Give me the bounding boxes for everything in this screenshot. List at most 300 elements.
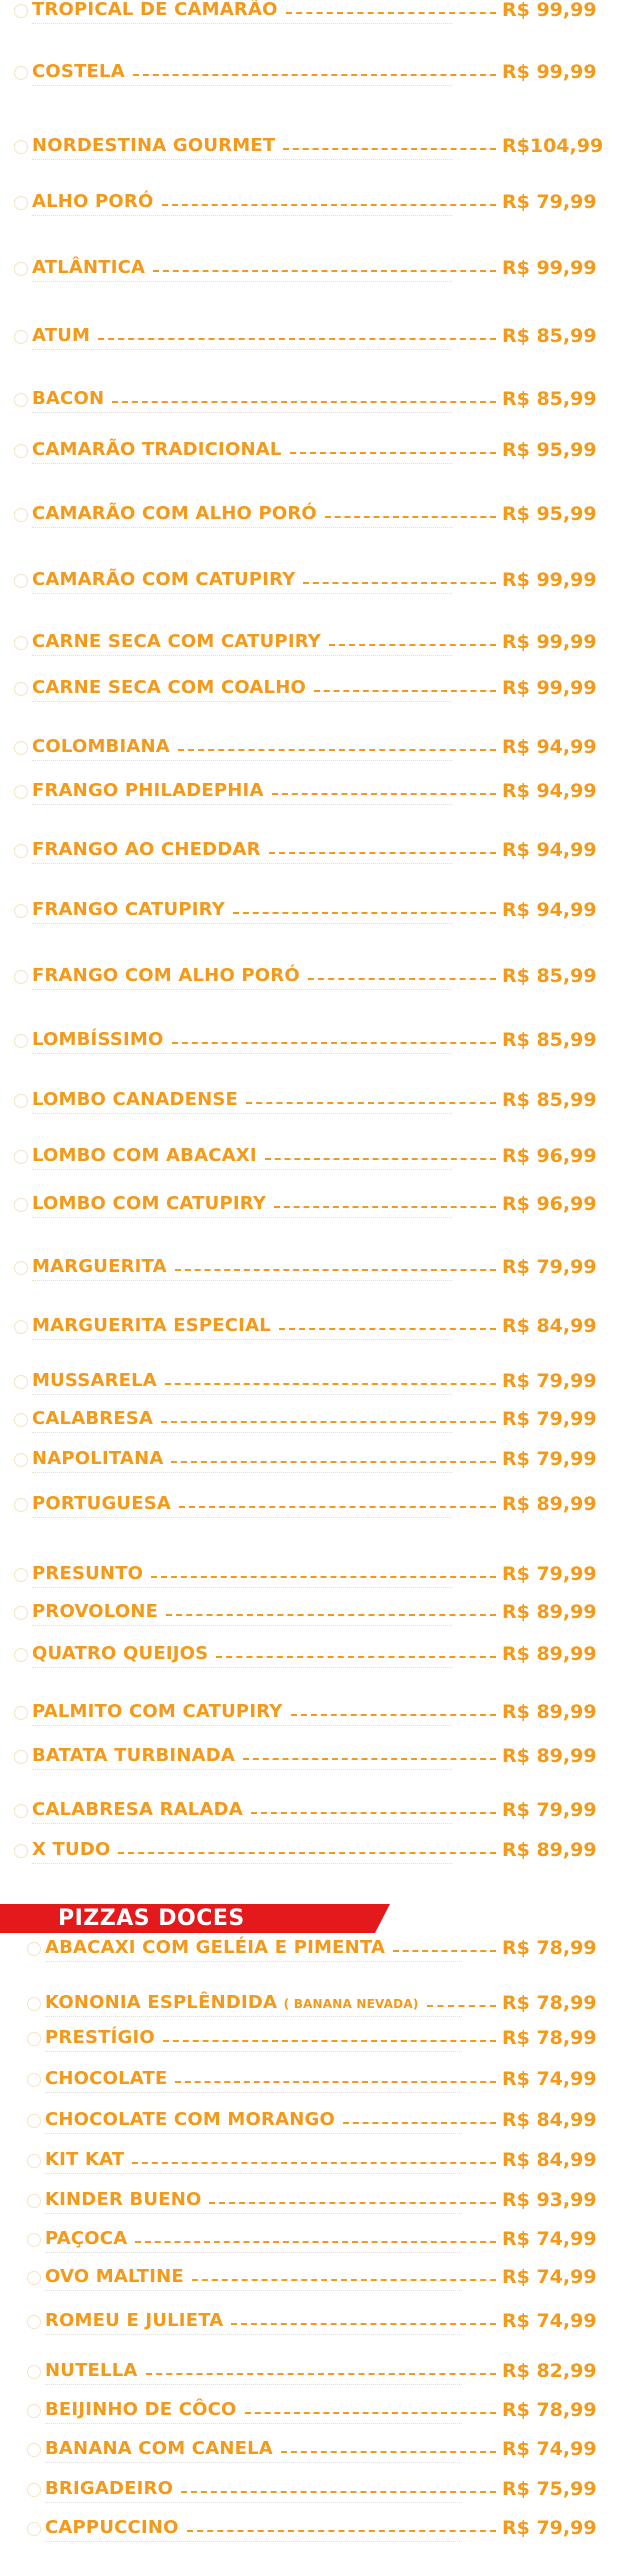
item-name: [32, 781, 264, 801]
description-line: [32, 1725, 452, 1729]
item-price: R$ 93,99: [502, 2189, 597, 2211]
description-line: [32, 804, 452, 808]
item-price: R$ 85,99: [502, 388, 597, 410]
item-name-text: BANANA COM CANELA: [45, 2438, 273, 2459]
item-name: [32, 1602, 158, 1622]
item-price: R$ 89,99: [502, 1701, 597, 1723]
leader-dashes: [162, 204, 497, 206]
item-bullet-icon: [27, 2483, 41, 2497]
menu-item: [32, 1257, 617, 1281]
description-line: [32, 1053, 452, 1057]
item-name-text: PRESUNTO: [32, 1563, 144, 1584]
item-name: [32, 1409, 153, 1429]
section-title: PIZZAS DOCES: [58, 1906, 245, 1931]
item-name: [32, 1840, 110, 1860]
menu-item: [32, 1194, 617, 1218]
description-line: [32, 159, 452, 163]
item-price: R$ 84,99: [502, 2149, 597, 2171]
item-bullet-icon: [14, 1568, 28, 1582]
description-line: [32, 1863, 452, 1867]
item-price: R$ 99,99: [502, 569, 597, 591]
item-bullet-icon: [14, 262, 28, 276]
item-name-text: ROMEU E JULIETA: [45, 2310, 224, 2331]
item-price: R$ 78,99: [502, 1937, 597, 1959]
description-line: [32, 463, 452, 467]
leader-dashes: [243, 1758, 496, 1760]
item-price: R$ 85,99: [502, 325, 597, 347]
description-line: [45, 2173, 462, 2177]
item-name: [32, 966, 300, 986]
menu-item: [32, 0, 617, 24]
item-name: [32, 900, 225, 920]
item-name-text: OVO MALTINE: [45, 2266, 184, 2287]
menu-item: [32, 781, 617, 805]
item-name: [45, 2400, 237, 2420]
item-name: [32, 389, 104, 409]
item-name: [32, 1800, 243, 1820]
leader-dashes: [161, 1421, 496, 1423]
item-price: R$ 94,99: [502, 839, 597, 861]
leader-dashes: [393, 1950, 496, 1952]
item-price: R$ 74,99: [502, 2068, 597, 2090]
item-name-text: FRANGO PHILADEPHIA: [32, 780, 264, 801]
sweet-pizzas-banner: [0, 1904, 390, 1933]
item-bullet-icon: [27, 2114, 41, 2128]
description-line: [45, 2541, 462, 2545]
item-name: [45, 2361, 138, 2381]
description-line: [32, 1625, 452, 1629]
item-name: [45, 2069, 167, 2089]
item-name: [45, 2150, 124, 2170]
menu-item: [45, 2400, 617, 2424]
leader-dashes: [231, 2323, 496, 2325]
description-line: [32, 593, 452, 597]
item-name-text: CARNE SECA COM COALHO: [32, 677, 306, 698]
item-bullet-icon: [27, 2365, 41, 2379]
item-price: R$ 99,99: [502, 677, 597, 699]
item-name: [32, 1146, 257, 1166]
item-price: R$ 89,99: [502, 1601, 597, 1623]
leader-dashes: [283, 148, 496, 150]
menu-item: [32, 1800, 617, 1824]
item-bullet-icon: [14, 508, 28, 522]
leader-dashes: [181, 2491, 496, 2493]
item-bullet-icon: [14, 1844, 28, 1858]
item-name: [32, 1371, 157, 1391]
item-name: [45, 1993, 419, 2014]
item-bullet-icon: [14, 844, 28, 858]
item-name-text: BRIGADEIRO: [45, 2478, 174, 2499]
description-line: [32, 1113, 452, 1117]
item-name-text: KONONIA ESPLÊNDIDA: [45, 1992, 278, 2013]
item-bullet-icon: [27, 2154, 41, 2168]
leader-dashes: [163, 2040, 496, 2042]
item-price: R$ 99,99: [502, 257, 597, 279]
item-bullet-icon: [14, 330, 28, 344]
item-bullet-icon: [14, 682, 28, 696]
item-name-text: FRANGO COM ALHO PORÓ: [32, 965, 300, 986]
item-name-text: MARGUERITA: [32, 1256, 167, 1277]
description-line: [32, 412, 452, 416]
item-name-text: PALMITO COM CATUPIRY: [32, 1701, 283, 1722]
item-bullet-icon: [14, 1498, 28, 1512]
item-name: [32, 632, 321, 652]
item-bullet-icon: [14, 785, 28, 799]
description-line: [32, 1667, 452, 1671]
leader-dashes: [175, 1269, 496, 1271]
item-name-text: PRESTÍGIO: [45, 2027, 155, 2048]
leader-dashes: [329, 644, 496, 646]
leader-dashes: [269, 852, 496, 854]
menu-item: [32, 326, 617, 350]
item-price: R$ 78,99: [502, 2027, 597, 2049]
item-bullet-icon: [14, 66, 28, 80]
item-price: R$ 74,99: [502, 2228, 597, 2250]
item-name: [32, 678, 306, 698]
leader-dashes: [274, 1206, 496, 1208]
leader-dashes: [178, 749, 496, 751]
leader-dashes: [166, 1614, 496, 1616]
leader-dashes: [179, 1506, 496, 1508]
item-bullet-icon: [14, 196, 28, 210]
item-bullet-icon: [14, 140, 28, 154]
item-name: [32, 192, 154, 212]
leader-dashes: [303, 582, 496, 584]
item-price: R$ 99,99: [502, 61, 597, 83]
item-price: R$ 75,99: [502, 2478, 597, 2500]
item-bullet-icon: [27, 2073, 41, 2087]
leader-dashes: [153, 270, 496, 272]
item-price: R$ 79,99: [502, 191, 597, 213]
leader-dashes: [192, 2279, 496, 2281]
description-line: [45, 2334, 462, 2338]
item-price: R$ 79,99: [502, 1256, 597, 1278]
item-price: R$ 82,99: [502, 2360, 597, 2382]
leader-dashes: [165, 1383, 496, 1385]
leader-dashes: [209, 2202, 496, 2204]
item-name: [32, 1644, 208, 1664]
leader-dashes: [112, 401, 496, 403]
leader-dashes: [343, 2122, 496, 2124]
item-bullet-icon: [14, 1648, 28, 1662]
item-name-text: FRANGO AO CHEDDAR: [32, 839, 261, 860]
item-name-text: QUATRO QUEIJOS: [32, 1643, 209, 1664]
description-line: [32, 527, 452, 531]
description-line: [45, 2384, 462, 2388]
leader-dashes: [245, 2412, 496, 2414]
description-line: [32, 1432, 452, 1436]
item-price: R$ 79,99: [502, 1370, 597, 1392]
item-note: ( BANANA NEVADA): [283, 1997, 419, 2011]
item-bullet-icon: [14, 1320, 28, 1334]
description-line: [32, 1394, 452, 1398]
item-name: [32, 1194, 266, 1214]
description-line: [45, 2016, 462, 2020]
item-name: [45, 2028, 155, 2048]
item-name-text: MUSSARELA: [32, 1370, 157, 1391]
menu-item: [32, 1644, 617, 1668]
leader-dashes: [290, 452, 496, 454]
leader-dashes: [427, 2005, 496, 2007]
item-bullet-icon: [14, 1706, 28, 1720]
item-name-text: ATUM: [32, 325, 91, 346]
item-name: [32, 1316, 271, 1336]
menu-item: [32, 840, 617, 864]
menu-item: [32, 1494, 617, 1518]
item-price: R$ 79,99: [502, 1799, 597, 1821]
item-price: R$ 94,99: [502, 736, 597, 758]
leader-dashes: [98, 338, 496, 340]
description-line: [32, 23, 452, 27]
menu-item: [32, 632, 617, 656]
menu-item: [32, 1602, 617, 1626]
item-bullet-icon: [14, 1375, 28, 1389]
menu-item: [32, 570, 617, 594]
item-price: R$ 96,99: [502, 1193, 597, 1215]
description-line: [32, 1823, 452, 1827]
description-line: [32, 85, 452, 89]
item-name-text: NAPOLITANA: [32, 1448, 164, 1469]
leader-dashes: [216, 1656, 496, 1658]
description-line: [32, 1769, 452, 1773]
item-bullet-icon: [27, 2032, 41, 2046]
item-name: [32, 1494, 171, 1514]
menu-item: [45, 2229, 617, 2253]
item-name-text: COSTELA: [32, 61, 125, 82]
item-name: [45, 1938, 385, 1958]
item-bullet-icon: [14, 1094, 28, 1108]
item-name: [45, 2518, 179, 2538]
item-name: [32, 1449, 163, 1469]
item-price: R$ 74,99: [502, 2438, 597, 2460]
menu-item: [32, 504, 617, 528]
item-bullet-icon: [14, 1413, 28, 1427]
description-line: [32, 989, 452, 993]
item-price: R$ 79,99: [502, 1408, 597, 1430]
item-name: [32, 1702, 283, 1722]
item-bullet-icon: [27, 2522, 41, 2536]
leader-dashes: [175, 2081, 496, 2083]
leader-dashes: [151, 1576, 496, 1578]
menu-item: [45, 2028, 617, 2052]
menu-item: [45, 2267, 617, 2291]
leader-dashes: [265, 1158, 496, 1160]
item-price: R$ 95,99: [502, 503, 597, 525]
item-bullet-icon: [27, 2404, 41, 2418]
leader-dashes: [272, 793, 496, 795]
menu-item: [32, 1371, 617, 1395]
item-name: [45, 2190, 201, 2210]
item-bullet-icon: [14, 444, 28, 458]
leader-dashes: [291, 1714, 496, 1716]
leader-dashes: [246, 1102, 496, 1104]
menu-item: [32, 966, 617, 990]
item-name: [32, 570, 295, 590]
item-name-text: KINDER BUENO: [45, 2189, 202, 2210]
item-price: R$ 96,99: [502, 1145, 597, 1167]
description-line: [45, 2423, 462, 2427]
menu-item: [32, 1746, 617, 1770]
leader-dashes: [281, 2451, 496, 2453]
item-name-text: CAMARÃO TRADICIONAL: [32, 439, 282, 460]
menu-item: [45, 1938, 617, 1962]
leader-dashes: [172, 1042, 497, 1044]
item-name-text: LOMBO COM CATUPIRY: [32, 1193, 267, 1214]
item-name: [45, 2439, 273, 2459]
item-price: R$ 99,99: [502, 0, 597, 21]
item-name: [32, 62, 125, 82]
leader-dashes: [233, 912, 496, 914]
description-line: [32, 1517, 452, 1521]
item-name-text: CAMARÃO COM ALHO PORÓ: [32, 503, 317, 524]
item-price: R$ 84,99: [502, 1315, 597, 1337]
item-price: R$ 84,99: [502, 2109, 597, 2131]
item-bullet-icon: [14, 1606, 28, 1620]
item-name-text: COLOMBIANA: [32, 736, 170, 757]
item-price: R$ 74,99: [502, 2310, 597, 2332]
menu-item: [32, 1840, 617, 1864]
item-name-text: NORDESTINA GOURMET: [32, 135, 276, 156]
description-line: [32, 923, 452, 927]
menu-item: [32, 192, 617, 216]
leader-dashes: [133, 74, 496, 76]
menu-item: [32, 1030, 617, 1054]
item-price: R$ 79,99: [502, 2517, 597, 2539]
menu-item: [45, 2150, 617, 2174]
item-bullet-icon: [27, 2315, 41, 2329]
menu-item: [32, 737, 617, 761]
description-line: [45, 2502, 462, 2506]
leader-dashes: [251, 1812, 496, 1814]
description-line: [45, 2092, 462, 2096]
menu-item: [32, 1090, 617, 1114]
item-name-text: CARNE SECA COM CATUPIRY: [32, 631, 322, 652]
item-price: R$ 89,99: [502, 1643, 597, 1665]
item-name-text: CHOCOLATE: [45, 2068, 168, 2089]
menu-item: [32, 1702, 617, 1726]
item-name: [32, 737, 170, 757]
item-bullet-icon: [14, 1261, 28, 1275]
item-bullet-icon: [14, 970, 28, 984]
menu-item: [32, 62, 617, 86]
item-price: R$ 78,99: [502, 1992, 597, 2014]
item-name-text: TROPICAL DE CAMARÃO: [32, 0, 278, 20]
item-bullet-icon: [14, 1034, 28, 1048]
menu-item: [32, 1449, 617, 1473]
item-name: [32, 504, 317, 524]
description-line: [32, 863, 452, 867]
item-name-text: CAPPUCCINO: [45, 2517, 179, 2538]
item-bullet-icon: [14, 1804, 28, 1818]
description-line: [32, 1472, 452, 1476]
leader-dashes: [171, 1461, 496, 1463]
item-name-text: CALABRESA: [32, 1408, 154, 1429]
item-bullet-icon: [27, 1942, 41, 1956]
item-name: [32, 136, 275, 156]
description-line: [32, 1587, 452, 1591]
item-name: [32, 1257, 167, 1277]
item-price: R$ 79,99: [502, 1563, 597, 1585]
description-line: [45, 2133, 462, 2137]
item-price: R$ 89,99: [502, 1745, 597, 1767]
item-price: R$ 79,99: [502, 1448, 597, 1470]
leader-dashes: [325, 516, 496, 518]
item-name-text: ABACAXI COM GELÉIA E PIMENTA: [45, 1937, 386, 1958]
menu-item: [45, 2069, 617, 2093]
description-line: [32, 1339, 452, 1343]
item-name-text: KIT KAT: [45, 2149, 125, 2170]
item-name: [32, 326, 90, 346]
item-bullet-icon: [14, 741, 28, 755]
menu-item: [45, 2479, 617, 2503]
item-name: [32, 840, 261, 860]
item-bullet-icon: [14, 574, 28, 588]
item-bullet-icon: [27, 2194, 41, 2208]
item-name: [32, 1746, 235, 1766]
item-price: R$ 89,99: [502, 1493, 597, 1515]
item-name-text: MARGUERITA ESPECIAL: [32, 1315, 271, 1336]
description-line: [32, 1169, 452, 1173]
description-line: [32, 1280, 452, 1284]
item-name: [32, 1090, 238, 1110]
item-name: [32, 0, 278, 20]
menu-item: [32, 440, 617, 464]
item-name-text: NUTELLA: [45, 2360, 138, 2381]
item-name-text: LOMBO CANADENSE: [32, 1089, 239, 1110]
menu-item: [32, 1146, 617, 1170]
item-price: R$ 89,99: [502, 1839, 597, 1861]
item-name: [32, 1030, 164, 1050]
item-price: R$ 85,99: [502, 1029, 597, 1051]
leader-dashes: [118, 1852, 496, 1854]
leader-dashes: [314, 690, 496, 692]
menu-item: [45, 2190, 617, 2214]
menu-item: [32, 389, 617, 413]
description-line: [45, 2213, 462, 2217]
item-price: R$ 94,99: [502, 780, 597, 802]
item-name: [45, 2229, 127, 2249]
item-bullet-icon: [27, 2233, 41, 2247]
leader-dashes: [308, 978, 496, 980]
menu-item: [32, 136, 617, 160]
item-name-text: LOMBÍSSIMO: [32, 1029, 164, 1050]
menu-item: [32, 900, 617, 924]
item-name: [45, 2479, 173, 2499]
menu-item: [32, 1316, 617, 1340]
description-line: [45, 1961, 462, 1965]
item-name-text: BATATA TURBINADA: [32, 1745, 235, 1766]
item-name-text: ATLÂNTICA: [32, 257, 146, 278]
item-bullet-icon: [27, 2271, 41, 2285]
menu-item: [32, 1409, 617, 1433]
menu-item: [45, 2110, 617, 2134]
menu-item: [32, 1564, 617, 1588]
item-name-text: PAÇOCA: [45, 2228, 128, 2249]
item-bullet-icon: [14, 1453, 28, 1467]
menu-item: [32, 678, 617, 702]
item-name: [32, 1564, 143, 1584]
item-name-text: ALHO PORÓ: [32, 191, 154, 212]
item-price: R$ 99,99: [502, 631, 597, 653]
item-bullet-icon: [14, 1198, 28, 1212]
description-line: [32, 701, 452, 705]
item-name-text: PORTUGUESA: [32, 1493, 172, 1514]
item-price: R$ 94,99: [502, 899, 597, 921]
leader-dashes: [146, 2373, 496, 2375]
leader-dashes: [286, 12, 496, 14]
description-line: [32, 1217, 452, 1221]
item-name: [32, 440, 282, 460]
